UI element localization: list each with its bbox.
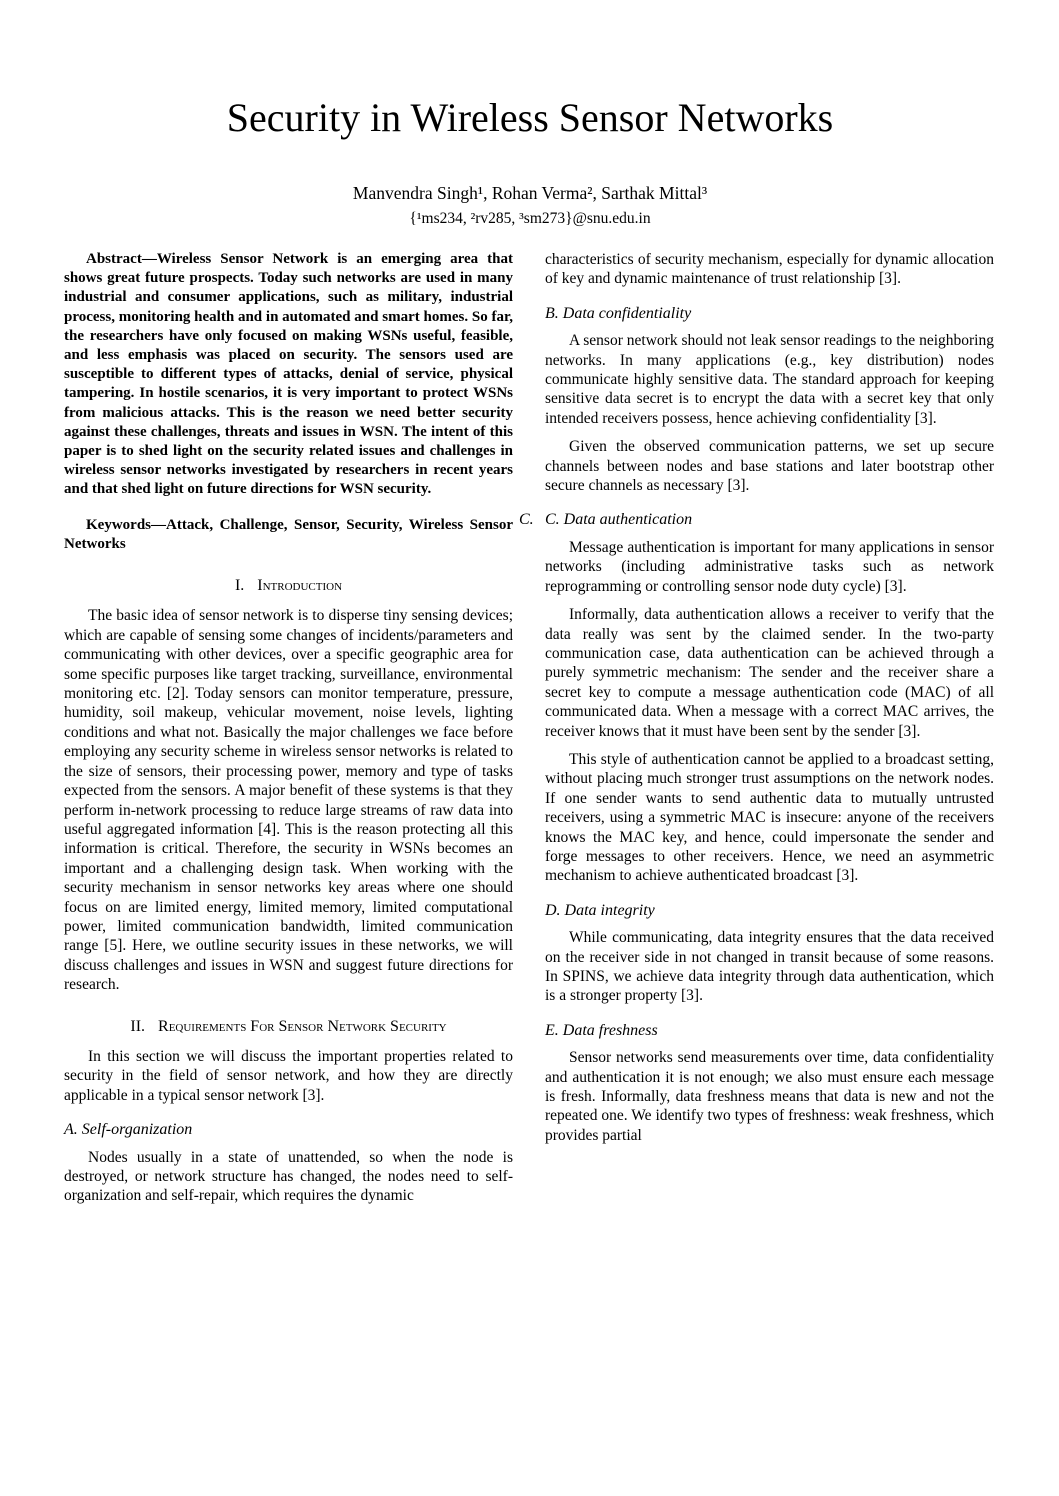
subsection-hanging-label: C. <box>519 511 534 529</box>
section-title: Requirements For Sensor Network Security <box>158 1017 447 1035</box>
emails-line: {¹ms234, ²rv285, ³sm273}@snu.edu.in <box>409 210 651 227</box>
section-heading-requirements <box>64 1017 513 1036</box>
subsection-heading-data-freshness: E. Data freshness <box>545 1021 658 1039</box>
subsection-heading-data-authentication <box>519 510 994 529</box>
two-column-body <box>64 250 996 1215</box>
data-confidentiality-paragraph-2: Given the observed communication patterns, we set up secure channels between nodes and base stations and later bootstrap other secure channels as necessary [3]. <box>545 438 994 495</box>
self-organization-paragraph: Nodes usually in a state of unattended, so when the node is destroyed, or network structure has changed, the nodes need to self-organization and self-repair, which requires the dynamic <box>64 1148 513 1205</box>
subsection-title: C. Data authentication <box>545 511 693 529</box>
data-authentication-paragraph-1: Message authentication is important for many applications in sensor networks (including administrative tasks such as network reprogramming or controlling sensor node duty cycle) [3]. <box>545 538 994 595</box>
requirements-paragraph: In this section we will discuss the important properties related to security in the field of sensor network, and how they are directly applicable in a typical sensor network [3]. <box>64 1047 513 1104</box>
keywords-text: Attack, Challenge, Sensor, Security, Wireless Sensor Networks <box>64 516 513 552</box>
keywords-label: Keywords— <box>86 516 166 533</box>
keywords-paragraph <box>64 516 513 554</box>
subsection-heading-self-organization: A. Self-organization <box>64 1121 193 1139</box>
introduction-paragraph: The basic idea of sensor network is to disperse tiny sensing devices; which are capable of sensing some changes of incidents/parameters and communicating with other devices, over a specific geographic area for some specific purposes like target tracking, surveillance, environmental monitoring etc. [2]. Today sensors can monitor temperature, pressure, humidity, soil makeup, vehicular movement, noise levels, lighting conditions and what not. Basically the major challenges we face before employing any security scheme in wireless sensor networks is related to the size of sensors, their processing power, memory and type of tasks expected from the sensors. A major benefit of these systems is that they perform in-network processing to reduce large streams of raw data into useful aggregated information [4]. This is the reason protecting all this information is critical. Therefore, the security in WSNs becomes an important and a challenging design task. When working with the security mechanism in sensor networks key areas where one should focus on are limited energy, limited memory, limited computational power, limited communication bandwidth, limited communication range [5]. Here, we outline security issues in these networks, we will discuss challenges and issues in WSN and suggest future directions for research. <box>64 607 513 994</box>
paper-title: Security in Wireless Sensor Networks <box>226 95 834 140</box>
data-authentication-paragraph-2: Informally, data authentication allows a receiver to verify that the data really was sent by the claimed sender. In the two-party communication case, data authentication can be achieved through a purely symmetric mechanism: The sender and the receiver share a secret key to compute a message authentication code (MAC) of all communicated data. When a message with a correct MAC arrives, the receiver knows that it must have been sent by the sender [3]. <box>545 606 994 740</box>
data-confidentiality-paragraph-1: A sensor network should not leak sensor readings to the neighboring networks. In many applications (e.g., key distribution) nodes communicate highly sensitive data. The standard approach for keeping sensitive data secret is to encrypt the data with a secret key that only intended receivers possess, hence achieving confidentiality [3]. <box>545 332 994 427</box>
data-integrity-paragraph: While communicating, data integrity ensures that the data received on the receiver side in not changed in transit because of some reasons. In SPINS, we achieve data integrity through data authentication, which is a stronger property [3]. <box>545 929 994 1005</box>
section-number: I. <box>234 577 245 595</box>
authors-line: Manvendra Singh¹, Rohan Verma², Sarthak Mittal³ <box>352 183 708 203</box>
section-number: II. <box>130 1017 146 1035</box>
data-freshness-paragraph: Sensor networks send measurements over time, data confidentiality and authentication it is not enough; we also must ensure each message is fresh. Informally, data freshness means that data is new and not the repeated one. We identify two types of freshness: weak freshness, which provides partial <box>545 1049 994 1144</box>
data-authentication-paragraph-3: This style of authentication cannot be applied to a broadcast setting, without placing much stronger trust assumptions on the network nodes. If one sender wants to send authentic data to mutually untrusted receivers, using a symmetric MAC is insecure: anyone of the receivers knows the MAC key, and hence, could impersonate the sender and forge messages to other receivers. Hence, we need an asymmetric mechanism to achieve authenticated broadcast [3]. <box>545 750 994 885</box>
self-organization-continued-paragraph: characteristics of security mechanism, especially for dynamic allocation of key and dynamic maintenance of trust relationship [3]. <box>545 251 994 288</box>
left-column <box>64 250 513 1215</box>
subsection-heading-data-integrity: D. Data integrity <box>545 901 655 919</box>
abstract-text: Wireless Sensor Network is an emerging area that shows great future prospects. Today such networks are used in many industrial and consumer applications, such as military, industrial process, monitoring health and in automated and smart homes. So far, the researchers have only focused on making WSNs useful, feasible, and less emphasis was placed on security. The sensors used are susceptible to different types of attacks, denial of service, physical tampering. In hostile scenarios, it is very important to protect WSNs from malicious attacks. This is the reason we need better security against these challenges, threats and issues in WSN. The intent of this paper is to shed light on the security related issues and challenges in wireless sensor networks investigated by researchers in recent years and that shed light on future directions for WSN security. <box>64 251 513 498</box>
abstract-label: Abstract— <box>86 251 157 267</box>
right-column <box>519 250 994 1215</box>
section-heading-introduction <box>64 576 513 595</box>
abstract-paragraph <box>64 250 513 500</box>
section-title: Introduction <box>257 577 343 595</box>
subsection-heading-data-confidentiality: B. Data confidentiality <box>545 304 692 322</box>
